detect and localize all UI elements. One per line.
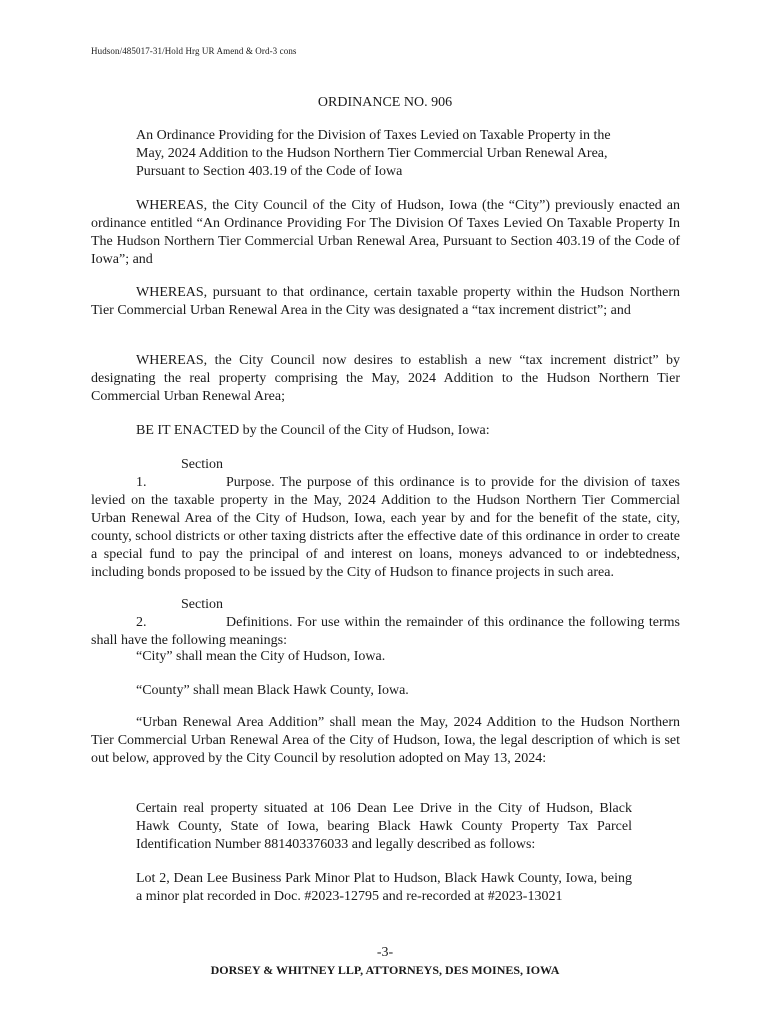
section-2-body: Definitions. For use within the remainder of this ordinance the following terms shall have the following meanings: — [91, 615, 680, 648]
definition-county: “County” shall mean Black Hawk County, Iowa. — [136, 683, 409, 698]
legal-description-lot: Lot 2, Dean Lee Business Park Minor Plat to Hudson, Black Hawk County, Iowa, being a minor plat recorded in Doc. #2023-12795 and re-recorded at #2023-13021 — [136, 871, 632, 904]
ordinance-title: ORDINANCE NO. 906 — [317, 95, 453, 110]
ordinance-caption: An Ordinance Providing for the Division of Taxes Levied on Taxable Property in the May, 2024 Addition to the Hudson Northern Tier Commercial Urban Renewal Area, Pursuant to Section 403.19 of the Code of Iowa — [136, 128, 611, 179]
section-2 — [91, 596, 680, 650]
legal-description-property: Certain real property situated at 106 Dean Lee Drive in the City of Hudson, Black Hawk County, State of Iowa, bearing Black Hawk County Property Tax Parcel Identification Number 881403376033 and legally described as follows: — [136, 801, 632, 852]
enacting-clause: BE IT ENACTED by the Council of the City of Hudson, Iowa: — [136, 423, 490, 438]
whereas-paragraph-3: WHEREAS, the City Council now desires to establish a new “tax increment district” by designating the real property comprising the May, 2024 Addition to the Hudson Northern Tier Commercial Urban Renewal Area; — [91, 353, 680, 404]
section-2-number: Section 2. — [136, 597, 223, 630]
document-reference: Hudson/485017-31/Hold Hrg UR Amend & Ord-3 cons — [91, 46, 297, 56]
section-1 — [91, 456, 680, 582]
section-1-number: Section 1. — [136, 457, 223, 490]
definition-city: “City” shall mean the City of Hudson, Iowa. — [136, 649, 386, 664]
law-firm-footer: DORSEY & WHITNEY LLP, ATTORNEYS, DES MOINES, IOWA — [210, 963, 560, 977]
whereas-paragraph-1: WHEREAS, the City Council of the City of Hudson, Iowa (the “City”) previously enacted an ordinance entitled “An Ordinance Providing For The Division Of Taxes Levied On Taxable Property In The Hudson Northern Tier Commercial Urban Renewal Area, Pursuant to Section 403.19 of the Code of Iowa”; and — [91, 198, 680, 267]
whereas-paragraph-2: WHEREAS, pursuant to that ordinance, certain taxable property within the Hudson Northern Tier Commercial Urban Renewal Area in the City was designated a “tax increment district”; and — [91, 285, 680, 318]
definition-urban-renewal-area-addition: “Urban Renewal Area Addition” shall mean the May, 2024 Addition to the Hudson Northern Tier Commercial Urban Renewal Area of the City of Hudson, Iowa, the legal description of which is set out below, approved by the City Council by resolution adopted on May 13, 2024: — [91, 715, 680, 766]
page-number: -3- — [376, 945, 394, 960]
section-1-body: Purpose. The purpose of this ordinance is to provide for the division of taxes levied on the taxable property in the May, 2024 Addition to the Hudson Northern Tier Commercial Urban Renewal Area of the City of Hudson, Iowa, each year by and for the benefit of the state, city, county, school districts or other taxing districts after the effective date of this ordinance in order to create a special fund to pay the principal of and interest on loans, moneys advanced to or indebtedness, including bonds proposed to be issued by the City of Hudson to finance projects in such area. — [91, 475, 680, 580]
